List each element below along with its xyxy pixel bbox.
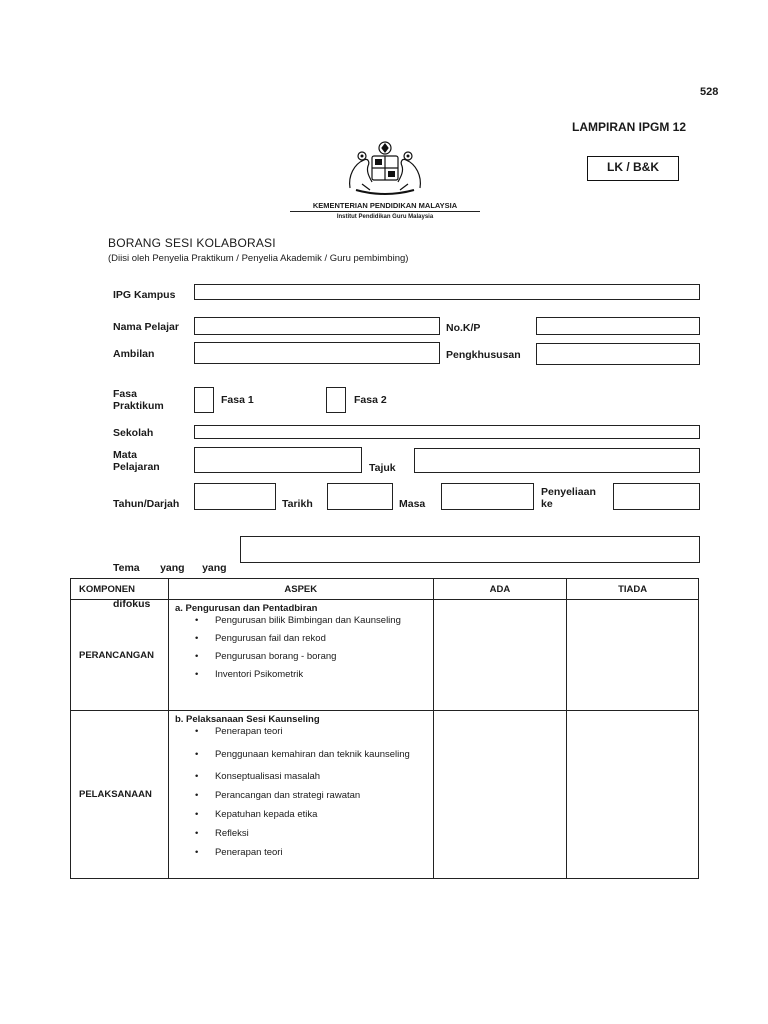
- header-ada: ADA: [433, 579, 567, 600]
- list-item: • Pengurusan bilik Bimbingan dan Kaunseling: [215, 615, 433, 627]
- header-komponen: KOMPONEN: [71, 579, 169, 600]
- masa-input[interactable]: [441, 483, 534, 510]
- tema-label-line2: difokus: [113, 598, 151, 610]
- tarikh-label: Tarikh: [282, 498, 313, 510]
- form-title: BORANG SESI KOLABORASI: [108, 236, 276, 250]
- fasa-praktikum-label: [113, 388, 164, 412]
- fasa-praktikum-label-line2: Praktikum: [113, 400, 164, 412]
- tiada-cell[interactable]: [567, 600, 699, 711]
- list-item: • Konseptualisasi masalah: [215, 771, 433, 783]
- form-code-box: LK / B&K: [587, 156, 679, 181]
- mata-pelajaran-label: [113, 449, 160, 473]
- table-row: [71, 600, 699, 711]
- tiada-cell[interactable]: [567, 711, 699, 879]
- component-perancangan: PERANCANGAN: [71, 600, 169, 711]
- form-subtitle: (Diisi oleh Penyelia Praktikum / Penyelia Akademik / Guru pembimbing): [108, 253, 409, 264]
- list-item: • Pengurusan fail dan rekod: [215, 633, 433, 645]
- institute-name: Institut Pendidikan Guru Malaysia: [336, 214, 434, 220]
- fasa-2-checkbox[interactable]: [326, 387, 346, 413]
- ambilan-label: Ambilan: [113, 348, 155, 360]
- list-item: • Penggunaan kemahiran dan teknik kaunseling: [215, 745, 433, 764]
- page-number: 528: [700, 86, 719, 98]
- ada-cell[interactable]: [433, 600, 567, 711]
- tema-input[interactable]: [240, 536, 700, 563]
- mata-pelajaran-input[interactable]: [194, 447, 362, 473]
- ada-cell[interactable]: [433, 711, 567, 879]
- pengkhususan-input[interactable]: [536, 343, 700, 365]
- aspek-heading: b. Pelaksanaan Sesi Kaunseling: [174, 714, 320, 725]
- component-pelaksanaan: PELAKSANAAN: [71, 711, 169, 879]
- tema-label-line1: Tema yang yang: [113, 562, 227, 574]
- list-item: • Inventori Psikometrik: [215, 669, 433, 681]
- evaluation-table: [70, 578, 699, 879]
- fasa-praktikum-label-line1: Fasa: [113, 388, 137, 400]
- list-item: • Pengurusan borang - borang: [215, 651, 433, 663]
- masa-label: Masa: [399, 498, 426, 510]
- fasa-1-label: Fasa 1: [221, 394, 254, 406]
- annex-label: LAMPIRAN IPGM 12: [572, 120, 687, 134]
- list-item: • Refleksi: [215, 828, 433, 840]
- tarikh-input[interactable]: [327, 483, 393, 510]
- fasa-2-label: Fasa 2: [354, 394, 387, 406]
- ipg-kampus-label: IPG Kampus: [113, 289, 176, 301]
- sekolah-input[interactable]: [194, 425, 700, 439]
- no-kp-label: No.K/P: [446, 322, 481, 334]
- list-item: • Kepatuhan kepada etika: [215, 809, 433, 821]
- tahun-darjah-label: Tahun/Darjah: [113, 498, 180, 510]
- sekolah-label: Sekolah: [113, 427, 154, 439]
- ipg-kampus-input[interactable]: [194, 284, 700, 300]
- penyeliaan-label-line2: ke: [541, 498, 553, 510]
- mata-pelajaran-label-line2: Pelajaran: [113, 461, 160, 473]
- list-item: • Penerapan teori: [215, 726, 433, 738]
- list-item: • Perancangan dan strategi rawatan: [215, 790, 433, 802]
- nama-pelajar-input[interactable]: [194, 317, 440, 335]
- tajuk-input[interactable]: [414, 448, 700, 473]
- fasa-1-checkbox[interactable]: [194, 387, 214, 413]
- penyeliaan-ke-input[interactable]: [613, 483, 700, 510]
- ministry-name: KEMENTERIAN PENDIDIKAN MALAYSIA: [290, 201, 480, 212]
- aspek-cell: [168, 711, 433, 879]
- list-item: • Penerapan teori: [215, 847, 433, 859]
- aspek-heading: a. Pengurusan dan Pentadbiran: [174, 603, 318, 614]
- tahun-darjah-input[interactable]: [194, 483, 276, 510]
- penyeliaan-label: [541, 486, 596, 510]
- no-kp-input[interactable]: [536, 317, 700, 335]
- penyeliaan-label-line1: Penyeliaan: [541, 486, 596, 498]
- tajuk-label: Tajuk: [369, 462, 396, 474]
- nama-pelajar-label: Nama Pelajar: [113, 321, 179, 333]
- mata-pelajaran-label-line1: Mata: [113, 449, 137, 461]
- table-header-row: [71, 579, 699, 600]
- aspek-cell: [168, 600, 433, 711]
- header-aspek: ASPEK: [168, 579, 433, 600]
- table-row: [71, 711, 699, 879]
- coat-of-arms-icon: [342, 138, 428, 198]
- ambilan-input[interactable]: [194, 342, 440, 364]
- pengkhususan-label: Pengkhususan: [446, 349, 521, 361]
- header-tiada: TIADA: [567, 579, 699, 600]
